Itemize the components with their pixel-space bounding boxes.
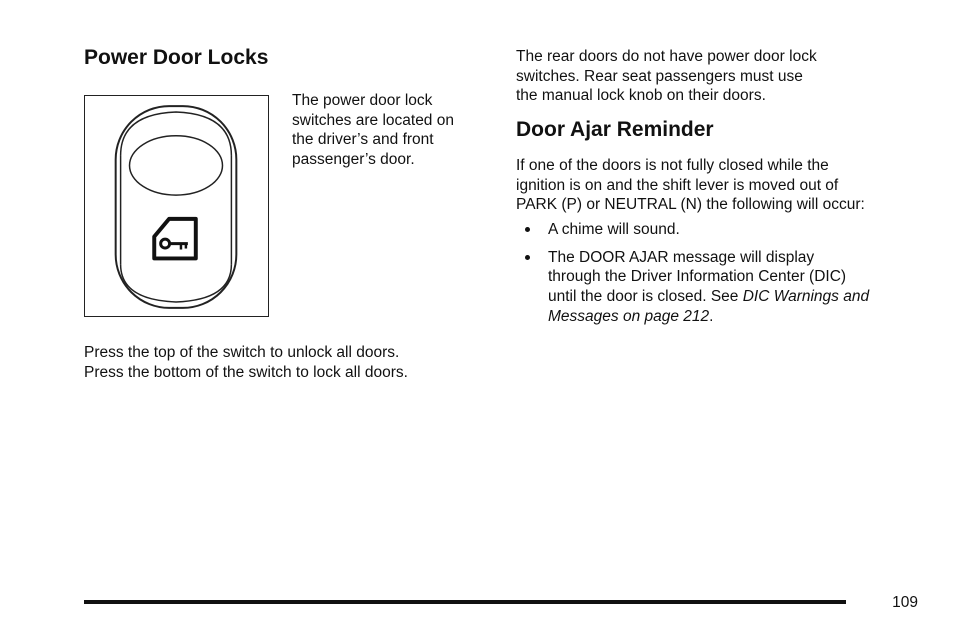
bullet-text: through the Driver Information Center (DIC) (548, 268, 847, 286)
bullet-text-segment: until the door is closed. See (548, 288, 743, 306)
bullet-icon (525, 227, 530, 232)
door-ajar-line: If one of the doors is not fully closed while the (516, 157, 829, 174)
rear-doors-note (516, 47, 817, 106)
door-ajar-line: ignition is on and the shift lever is moved out of (516, 176, 839, 194)
section-heading-power-door-locks: Power Door Locks (84, 46, 269, 69)
lock-instructions (84, 343, 408, 382)
caption-line: the driver’s and front (292, 131, 434, 149)
rear-doors-line: switches. Rear seat passengers must use (516, 67, 803, 85)
bullet-text-segment: . (709, 307, 714, 325)
cross-reference-link[interactable]: Messages on page 212 (548, 307, 710, 325)
figure-caption (292, 91, 454, 170)
door-ajar-paragraph (516, 156, 865, 215)
rear-doors-line: The rear doors do not have power door lock (516, 48, 817, 65)
caption-line: switches are located on (292, 111, 454, 129)
bullet-icon (525, 255, 530, 260)
door-lock-switch-icon (85, 96, 268, 316)
cross-reference-link[interactable]: DIC Warnings and (742, 288, 870, 306)
section-heading-door-ajar-reminder: Door Ajar Reminder (516, 118, 714, 141)
footer-rule (84, 600, 846, 604)
list-item (516, 248, 936, 327)
bullet-text (548, 287, 936, 307)
instruction-lock: Press the bottom of the switch to lock all doors. (84, 363, 408, 381)
bullet-text: A chime will sound. (548, 221, 680, 238)
door-ajar-bullet-list (516, 220, 936, 335)
bullet-text (548, 307, 936, 327)
rear-doors-line: the manual lock knob on their doors. (516, 87, 766, 105)
instruction-unlock: Press the top of the switch to unlock all doors. (84, 344, 400, 361)
bullet-text: The DOOR AJAR message will display (548, 248, 815, 266)
caption-line: passenger’s door. (292, 151, 415, 169)
list-item (516, 220, 936, 240)
page-number: 109 (892, 594, 918, 611)
door-ajar-line: PARK (P) or NEUTRAL (N) the following will occur: (516, 196, 865, 214)
door-lock-switch-illustration (84, 95, 269, 317)
caption-line: The power door lock (292, 92, 433, 109)
